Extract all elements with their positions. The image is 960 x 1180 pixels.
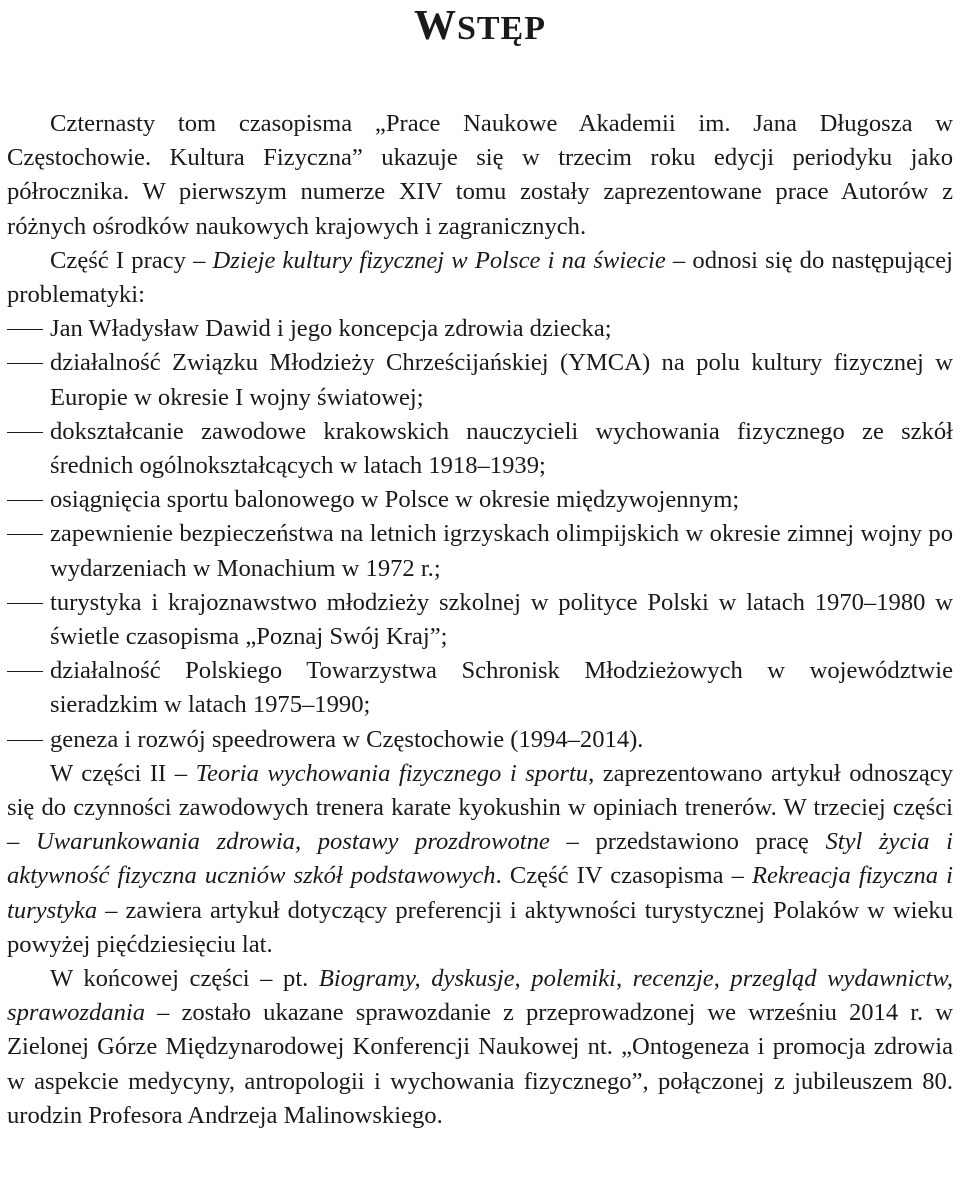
- dash-bullet: [7, 363, 43, 364]
- dash-bullet: [7, 329, 43, 330]
- list-item: [7, 346, 953, 414]
- dash-bullet: [7, 432, 43, 433]
- part2-text-b: , zaprezentowano artykuł odnoszący się do czynności zawodowych trenera karate kyokushin w opiniach trenerów. W trzeciej części –: [7, 759, 953, 856]
- list-item-text: dokształcanie zawodowe krakowskich nauczycieli wychowania fizycznego ze szkół średnich ogólnokształcących w latach 1918–1939;: [50, 417, 953, 480]
- list-item-text: działalność Polskiego Towarzystwa Schronisk Młodzieżowych w województwie sieradzkim w latach 1975–1990;: [50, 657, 953, 719]
- list-item-text: turystyka i krajoznawstwo młodzieży szkolnej w polityce Polski w latach 1970–1980 w świetle czasopisma „Poznaj Swój Kraj”;: [50, 588, 953, 651]
- list-item-text: geneza i rozwój speedrowera w Częstochowie (1994–2014).: [50, 725, 644, 753]
- part3-article-title: Styl życia i aktywność fizyczna uczniów szkół podstawowych: [7, 828, 954, 890]
- dash-bullet: [7, 500, 43, 501]
- part1-section-title: Dzieje kultury fizycznej w Polsce i na świecie: [212, 246, 666, 274]
- dash-bullet: [7, 671, 43, 672]
- part2-section-title: Teoria wychowania fizycznego i sportu: [195, 759, 589, 787]
- list-item: [7, 415, 953, 483]
- part2-text-d: . Część IV czasopisma –: [495, 862, 753, 890]
- list-item-text: osiągnięcia sportu balonowego w Polsce w okresie międzywojennym;: [50, 486, 740, 514]
- part2-text-e: – zawiera artykuł dotyczący preferencji i aktywności turystycznej Polaków w wieku powyżej pięćdziesięciu lat.: [7, 896, 953, 958]
- page-title: [0, 2, 960, 50]
- part1-tail: – odnosi się do następującej problematyki:: [7, 246, 953, 309]
- list-item: [7, 586, 953, 654]
- list-item: [7, 654, 953, 722]
- part1-paragraph: [7, 244, 953, 312]
- list-item-text: działalność Związku Młodzieży Chrześcijańskiej (YMCA) na polu kultury fizycznej w Europie w okresie I wojny światowej;: [50, 349, 953, 411]
- closing-text-a: W końcowej części – pt.: [50, 965, 319, 993]
- part2-paragraph: [7, 757, 953, 962]
- list-item-text: Jan Władysław Dawid i jego koncepcja zdrowia dziecka;: [50, 315, 612, 343]
- part2-text-c: – przedstawiono pracę: [549, 828, 826, 856]
- title-initial: W: [413, 3, 457, 49]
- dash-bullet: [7, 740, 43, 741]
- dash-bullet: [7, 534, 43, 535]
- part3-section-title: Uwarunkowania zdrowia, postawy prozdrowotne: [35, 828, 550, 856]
- part1-lead: Część I pracy –: [50, 246, 213, 274]
- body-text: [7, 107, 953, 1133]
- intro-paragraph: Czternasty tom czasopisma „Prace Naukowe Akademii im. Jana Długosza w Częstochowie. Kultura Fizyczna” ukazuje się w trzecim roku edycji periodyku jako półrocznika. W pierwszym numerze XIV tomu zostały zaprezentowane prace Autorów z różnych ośrodków naukowych krajowych i zagranicznych.: [7, 110, 953, 240]
- list-item-text: zapewnienie bezpieczeństwa na letnich igrzyskach olimpijskich w okresie zimnej wojny po wydarzeniach w Monachium w 1972 r.;: [50, 520, 953, 582]
- list-item: [7, 517, 953, 585]
- list-item: [7, 483, 953, 517]
- closing-paragraph: [7, 962, 953, 1133]
- topic-list: [7, 312, 953, 757]
- closing-text-b: – zostało ukazane sprawozdanie z przeprowadzonej we wrześniu 2014 r. w Zielonej Górze Międzynarodowej Konferencji Naukowej nt. „Ontogeneza i promocja zdrowia w aspekcie medycyny, antropologii i wychowania fizycznego”, połączonej z jubileuszem 80. urodzin Profesora Andrzeja Malinowskiego.: [7, 999, 953, 1129]
- dash-bullet: [7, 603, 43, 604]
- list-item: [7, 723, 953, 757]
- list-item: [7, 312, 953, 346]
- final-section-title: Biogramy, dyskusje, polemiki, recenzje, przegląd wydawnictw, sprawozdania: [7, 965, 953, 1027]
- part2-text-a: W części II –: [50, 759, 196, 787]
- part4-section-title: Rekreacja fizyczna i turystyka: [7, 862, 953, 924]
- title-rest: STĘP: [456, 10, 547, 47]
